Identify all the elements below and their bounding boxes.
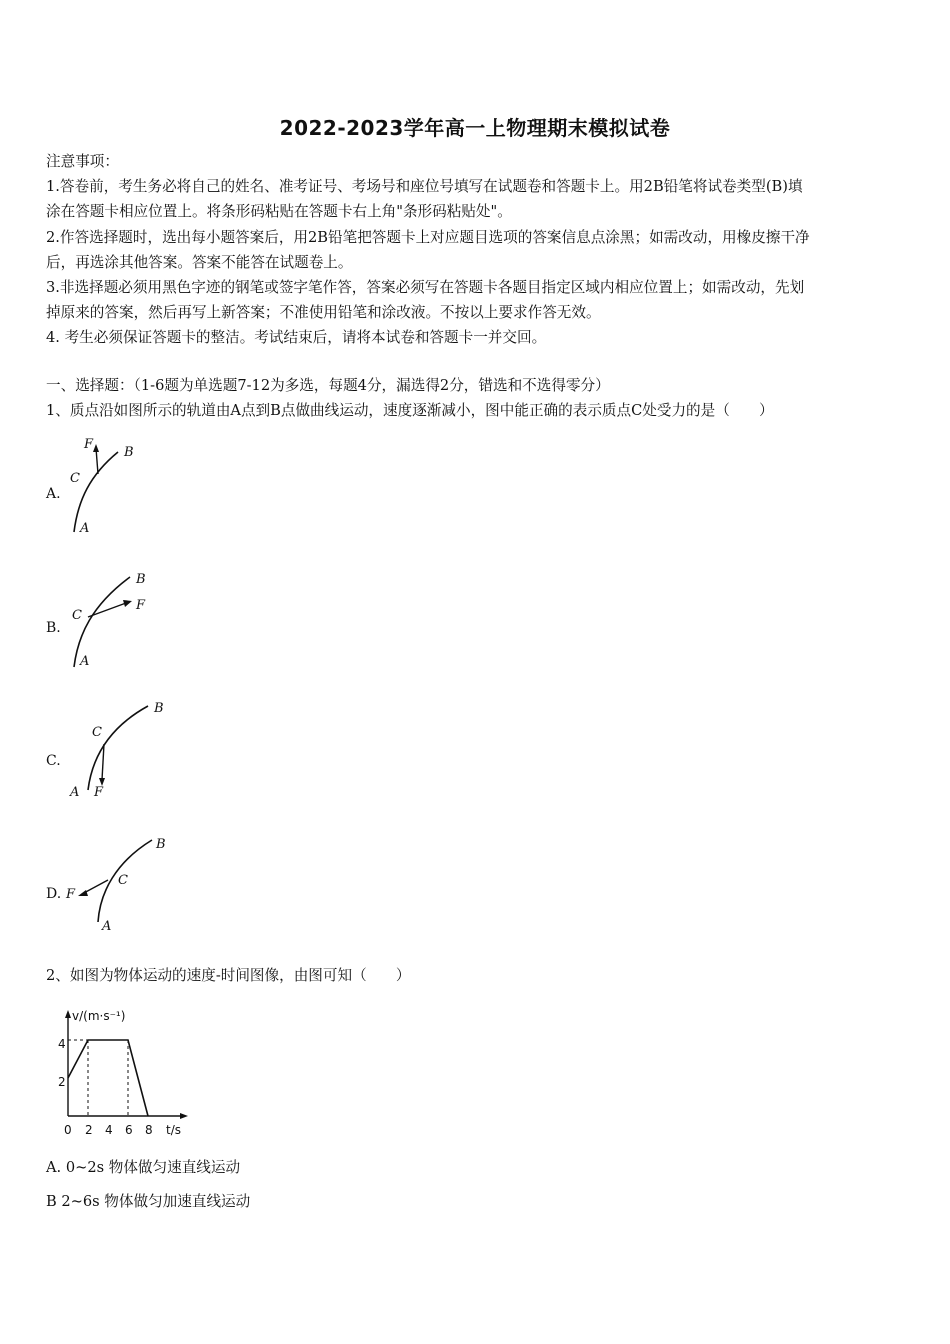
point-c-label: C xyxy=(70,471,80,486)
x-tick-label: 6 xyxy=(125,1123,133,1137)
y-tick-label: 2 xyxy=(58,1075,66,1089)
option-a-label: A. xyxy=(46,486,61,502)
y-tick-label: 4 xyxy=(58,1037,66,1051)
option-d-label: D. xyxy=(46,886,62,902)
x-tick-label: 0 xyxy=(64,1123,72,1137)
point-c-label: C xyxy=(92,725,102,740)
vt-graph xyxy=(56,1006,196,1140)
y-axis-arrow xyxy=(65,1010,71,1018)
notice-line: 2.作答选择题时，选出每小题答案后，用2B铅笔把答题卡上对应题目选项的答案信息点涂黑；如需改动，用橡皮擦干净 xyxy=(46,229,810,246)
page-title: 2022-2023学年高一上物理期末模拟试卷 xyxy=(279,116,671,140)
notice-line: 掉原来的答案，然后再写上新答案；不准使用铅笔和涂改液。不按以上要求作答无效。 xyxy=(46,304,601,321)
x-axis-label: t/s xyxy=(166,1123,181,1137)
notice-line: 后，再选涂其他答案。答案不能答在试题卷上。 xyxy=(46,254,353,271)
question-2-stem: 2、如图为物体运动的速度-时间图像，由图可知（ ） xyxy=(46,967,411,984)
option-b-label: B. xyxy=(46,620,61,636)
point-b-label: B xyxy=(136,572,146,587)
point-a-label: A xyxy=(102,919,112,934)
option-a-figure xyxy=(60,430,160,540)
velocity-line xyxy=(68,1040,148,1116)
option-c-figure xyxy=(60,698,180,808)
option-b-figure xyxy=(60,565,170,675)
x-tick-label: 2 xyxy=(85,1123,93,1137)
point-c-label: C xyxy=(72,608,82,623)
section-heading: 一、选择题：（1-6题为单选题7-12为多选，每题4分，漏选得2分，错选和不选得零分） xyxy=(46,377,610,394)
point-a-label: A xyxy=(80,521,90,536)
option-d-figure xyxy=(60,832,180,942)
force-label: F xyxy=(136,598,146,613)
x-axis-arrow xyxy=(180,1113,188,1119)
notice-heading: 注意事项： xyxy=(46,153,119,170)
point-c-label: C xyxy=(118,873,128,888)
force-label: F xyxy=(84,437,94,452)
point-b-label: B xyxy=(154,701,164,716)
point-a-label: A xyxy=(70,785,80,800)
notice-line: 1.答卷前，考生务必将自己的姓名、准考证号、考场号和座位号填写在试题卷和答题卡上。用2B铅笔将试卷类型(B)填 xyxy=(46,178,803,195)
x-tick-label: 8 xyxy=(145,1123,153,1137)
point-b-label: B xyxy=(124,445,134,460)
notice-line: 3.非选择题必须用黑色字迹的钢笔或签字笔作答，答案必须写在答题卡各题目指定区域内相应位置上；如需改动，先划 xyxy=(46,279,805,296)
x-tick-label: 4 xyxy=(105,1123,113,1137)
point-b-label: B xyxy=(156,837,166,852)
point-a-label: A xyxy=(80,654,90,669)
option-c-label: C. xyxy=(46,753,61,769)
question-2-option-b: B 2~6s 物体做匀加速直线运动 xyxy=(46,1193,251,1210)
force-label: F xyxy=(66,887,76,902)
question-1-stem: 1、质点沿如图所示的轨道由A点到B点做曲线运动，速度逐渐减小，图中能正确的表示质点C处受力的是（ ） xyxy=(46,402,774,419)
notice-line: 4. 考生必须保证答题卡的整洁。考试结束后，请将本试卷和答题卡一并交回。 xyxy=(46,329,547,346)
notice-line: 涂在答题卡相应位置上。将条形码粘贴在答题卡右上角"条形码粘贴处"。 xyxy=(46,203,512,220)
guide-lines xyxy=(68,1040,128,1116)
force-label: F xyxy=(94,785,104,800)
y-axis-label: v/(m·s⁻¹) xyxy=(72,1009,126,1023)
question-2-option-a: A. 0~2s 物体做匀速直线运动 xyxy=(46,1159,241,1176)
